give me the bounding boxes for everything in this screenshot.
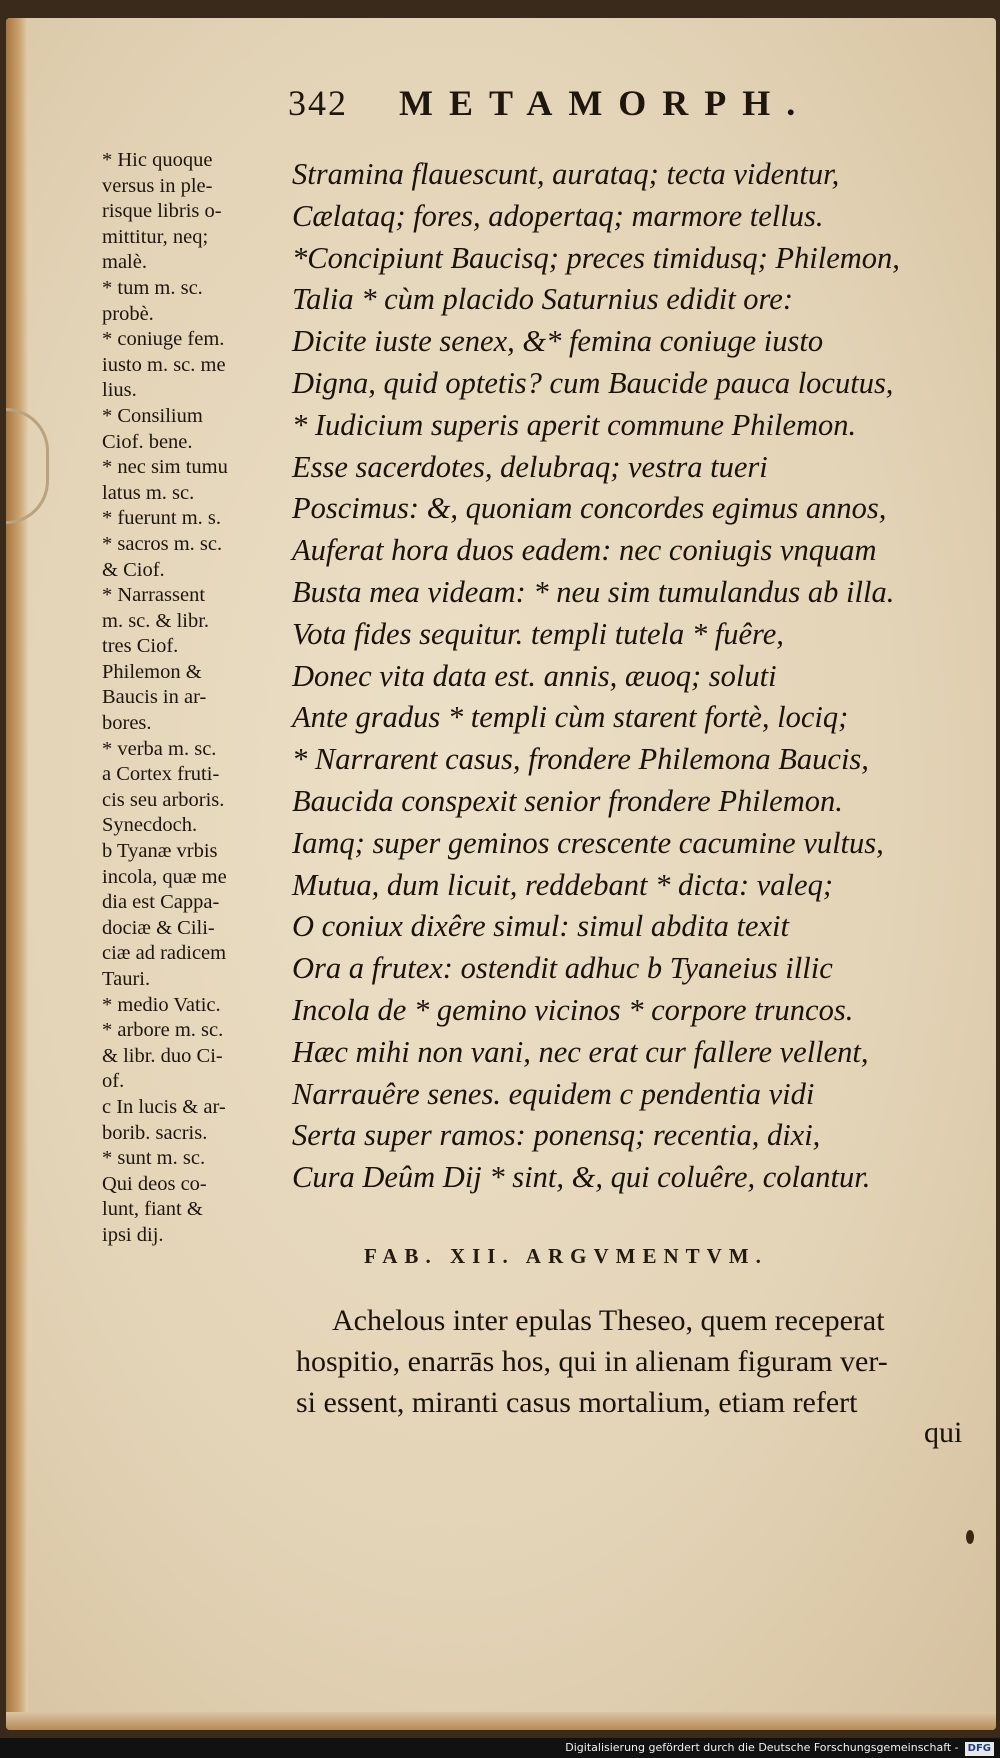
margin-note-line: iusto m. sc. me	[102, 353, 226, 376]
verse-line: Talia * cùm placido Saturnius edidit ore:	[292, 282, 793, 317]
margin-note-line: borib. sacris.	[102, 1121, 208, 1144]
verse-line: Narrauêre senes. equidem c pendentia vidi	[292, 1076, 815, 1111]
margin-note-line: * nec sim tumu	[102, 456, 228, 479]
margin-note-line: m. sc. & libr.	[102, 609, 210, 632]
page-edge	[6, 18, 28, 1730]
verse-line: * Iudicium superis aperit commune Philemon.	[292, 407, 857, 442]
margin-note-line: Philemon &	[102, 660, 202, 683]
margin-note-line: tres Ciof.	[102, 635, 179, 658]
page-bottom-edge	[6, 1712, 996, 1730]
margin-note-line: bores.	[102, 712, 152, 735]
margin-note-line: * fuerunt m. s.	[102, 507, 221, 530]
margin-note-line: dia est Cappa-	[102, 891, 220, 914]
margin-note-line: & libr. duo Ci-	[102, 1044, 223, 1067]
margin-note-line: * sacros m. sc.	[102, 532, 223, 555]
verse-line: O coniux dixêre simul: simul abdita texit	[292, 909, 789, 944]
page-number: 342	[288, 83, 348, 123]
verse-line: Auferat hora duos eadem: nec coniugis vnquam	[292, 533, 877, 568]
verse-line: Baucida conspexit senior frondere Philemon.	[292, 783, 843, 818]
margin-note-line: a Cortex fruti-	[102, 763, 220, 786]
running-title: METAMORPH.	[399, 83, 812, 123]
verse-line: Serta super ramos: ponensq; recentia, dixi,	[292, 1118, 821, 1153]
margin-note-line: * Narrassent	[102, 584, 206, 607]
margin-note-line: latus m. sc.	[102, 481, 195, 504]
margin-note-line: Synecdoch.	[102, 814, 198, 837]
argument-line: Achelous inter epulas Theseo, quem receperat	[332, 1304, 885, 1337]
margin-note-line: * tum m. sc.	[102, 276, 203, 299]
fable-heading: FAB. XII. ARGVMENTVM.	[364, 1244, 768, 1268]
verse-line: Iamq; super geminos crescente cacumine vultus,	[292, 825, 884, 860]
running-head	[288, 82, 848, 142]
margin-note-line: of.	[102, 1070, 125, 1093]
verse-line: Donec vita data est. annis, æuoq; soluti	[292, 658, 777, 693]
verse-line: Mutua, dum licuit, reddebant * dicta: valeq;	[292, 867, 833, 902]
margin-note-line: * Hic quoque	[102, 149, 213, 171]
verse-line: Incola de * gemino vicinos * corpore truncos.	[292, 992, 854, 1027]
verse-line: Digna, quid optetis? cum Baucide pauca locutus,	[292, 365, 894, 400]
clasp-ring	[6, 408, 49, 524]
verse-line: * Narrarent casus, frondere Philemona Baucis,	[292, 742, 869, 777]
verse-line: Cura Deûm Dij * sint, &, qui coluêre, colantur.	[292, 1160, 871, 1195]
margin-note-line: b Tyanæ vrbis	[102, 840, 218, 863]
margin-note-line: * medio Vatic.	[102, 993, 221, 1016]
margin-note-line: incola, quæ me	[102, 865, 227, 888]
margin-note-line: versus in ple-	[102, 174, 213, 197]
verse-line: Cælataq; fores, adopertaq; marmore tellus.	[292, 198, 824, 233]
verse-line: Poscimus: &, quoniam concordes egimus annos,	[292, 491, 887, 526]
margin-note-line: * Consilium	[102, 404, 203, 427]
margin-notes	[102, 148, 298, 1249]
margin-note-line: dociæ & Cili-	[102, 916, 215, 939]
verse-line: Busta mea videam: * neu sim tumulandus ab illa.	[292, 574, 895, 609]
verse-line: Stramina flauescunt, aurataq; tecta videntur,	[292, 157, 840, 191]
catchword: qui	[924, 1416, 963, 1449]
verse-line: Esse sacerdotes, delubraq; vestra tueri	[292, 449, 768, 484]
margin-note-line: * verba m. sc.	[102, 737, 217, 760]
verse-line: Vota fides sequitur. templi tutela * fuêre,	[292, 616, 784, 651]
margin-note-line: probè.	[102, 302, 154, 325]
margin-note-line: Ciof. bene.	[102, 430, 193, 453]
argument-line: si essent, miranti casus mortalium, etiam refert	[296, 1386, 858, 1419]
margin-note-line: Tauri.	[102, 968, 151, 990]
margin-note-line: Baucis in ar-	[102, 686, 207, 709]
margin-note-line: ipsi dij.	[102, 1223, 164, 1246]
margin-note-line: & Ciof.	[102, 558, 165, 581]
ink-spot	[966, 1530, 974, 1544]
margin-note-line: * sunt m. sc.	[102, 1147, 206, 1170]
book-page	[6, 18, 996, 1730]
margin-note-line: cis seu arboris.	[102, 788, 225, 811]
footer-credit: Digitalisierung gefördert durch die Deutsche Forschungsgemeinschaft -	[565, 1741, 959, 1754]
margin-note-line: c In lucis & ar-	[102, 1095, 226, 1118]
margin-note-line: * arbore m. sc.	[102, 1019, 224, 1042]
verse-line: Dicite iuste senex, &* femina coniuge iusto	[292, 324, 824, 359]
margin-note-line: lius.	[102, 379, 137, 402]
verse-line: Ante gradus * templi cùm starent fortè, lociq;	[292, 700, 849, 735]
margin-note-line: lunt, fiant &	[102, 1198, 203, 1221]
margin-note-line: risque libris o-	[102, 200, 222, 223]
digitization-footer	[0, 1738, 1000, 1758]
margin-note-line: malè.	[102, 251, 147, 274]
margin-note-line: * coniuge fem.	[102, 328, 225, 351]
margin-note-line: mittitur, neq;	[102, 225, 209, 248]
margin-note-line: ciæ ad radicem	[102, 942, 227, 965]
verse-line: *Concipiunt Baucisq; preces timidusq; Philemon,	[292, 240, 900, 275]
verse-block	[292, 154, 978, 1199]
verse-line: Ora a frutex: ostendit adhuc b Tyaneius illic	[292, 951, 833, 986]
argument-paragraph	[296, 1300, 968, 1423]
verse-line: Hæc mihi non vani, nec erat cur fallere vellent,	[292, 1034, 869, 1069]
argument-line: hospitio, enarrās hos, qui in alienam figuram ver-	[296, 1345, 888, 1378]
margin-note-line: Qui deos co-	[102, 1172, 207, 1195]
dfg-logo: DFG	[965, 1742, 994, 1756]
